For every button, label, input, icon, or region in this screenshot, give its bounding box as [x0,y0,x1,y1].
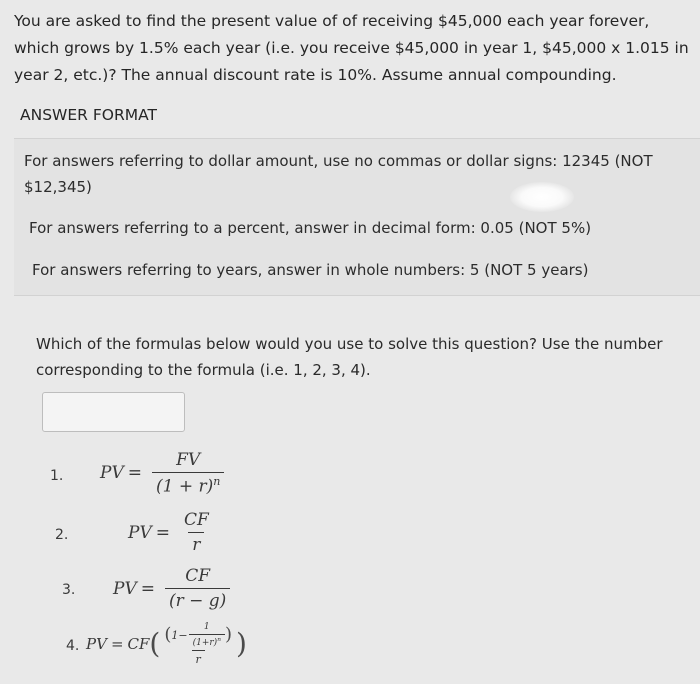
answer-format-title: ANSWER FORMAT [20,106,157,124]
dollar-format-rule: For answers referring to dollar amount, use no commas or dollar signs: 12345 (NOT $12,345) [24,152,653,196]
formula-1 [100,450,224,497]
formula-1-fraction [152,450,224,497]
formula-3 [113,566,230,611]
formula-4-open-paren: ( [149,627,161,660]
formula-4-inner-numerator: 1 [203,622,210,632]
formula-3-lhs: PV [113,578,137,599]
formula-4-outer-fraction [160,622,236,666]
formula-4-number: 4. [66,638,80,654]
formula-2-equals: = [155,522,170,543]
formula-3-number: 3. [62,582,76,598]
formula-2-lhs: PV [128,522,152,543]
formula-1-lhs: PV [100,463,124,484]
screen-glare [510,182,574,212]
formula-4-factor: CF [127,635,150,653]
formula-4-one-minus: 1− [171,628,188,642]
formula-1-numerator: FV [176,450,201,470]
formula-2 [128,510,213,555]
formula-4 [86,622,247,666]
formula-2-numerator: CF [183,510,209,530]
formula-4-denominator: r [192,650,205,666]
formula-3-equals: = [140,578,155,599]
formula-1-equals: = [127,463,142,484]
formula-4-equals: = [110,635,124,653]
formula-1-denominator: $(1 + r)^n$ [152,472,224,497]
formula-3-numerator: CF [185,566,211,586]
formula-3-fraction [165,566,230,611]
formula-4-inner-denominator: $(1+r)^n$ [189,634,225,648]
formula-3-denominator: (r − g) [165,588,230,611]
formula-2-number: 2. [55,527,69,543]
formula-4-outer-numerator: ( 1− $\frac{1}{(1+r)^n}$ ) [164,622,232,648]
formula-2-denominator: r [188,532,204,555]
formula-1-exponent: n [213,475,221,488]
answer-input[interactable] [42,392,185,432]
formula-4-inner-fraction [189,622,225,648]
formula-question-prompt: Which of the formulas below would you use to solve this question? Use the number corresponding to the formula (i.e. 1, 2, 3, 4). [36,335,663,379]
formula-4-lhs: PV [86,635,107,653]
percent-format-rule: For answers referring to a percent, answer in decimal form: 0.05 (NOT 5%) [29,219,592,237]
years-format-rule: For answers referring to years, answer in whole numbers: 5 (NOT 5 years) [32,261,589,279]
formula-4-close-paren: ) [235,627,247,660]
question-text: You are asked to find the present value of of receiving $45,000 each year forever, which grows by 1.5% each year (i.e. you receive $45,000 in year 1, $45,000 x 1.015 in year 2, etc.)? The annual discount rate is 10%. Assume annual compounding. [14,12,689,84]
formula-2-fraction [180,510,213,555]
formula-1-number: 1. [50,468,64,484]
